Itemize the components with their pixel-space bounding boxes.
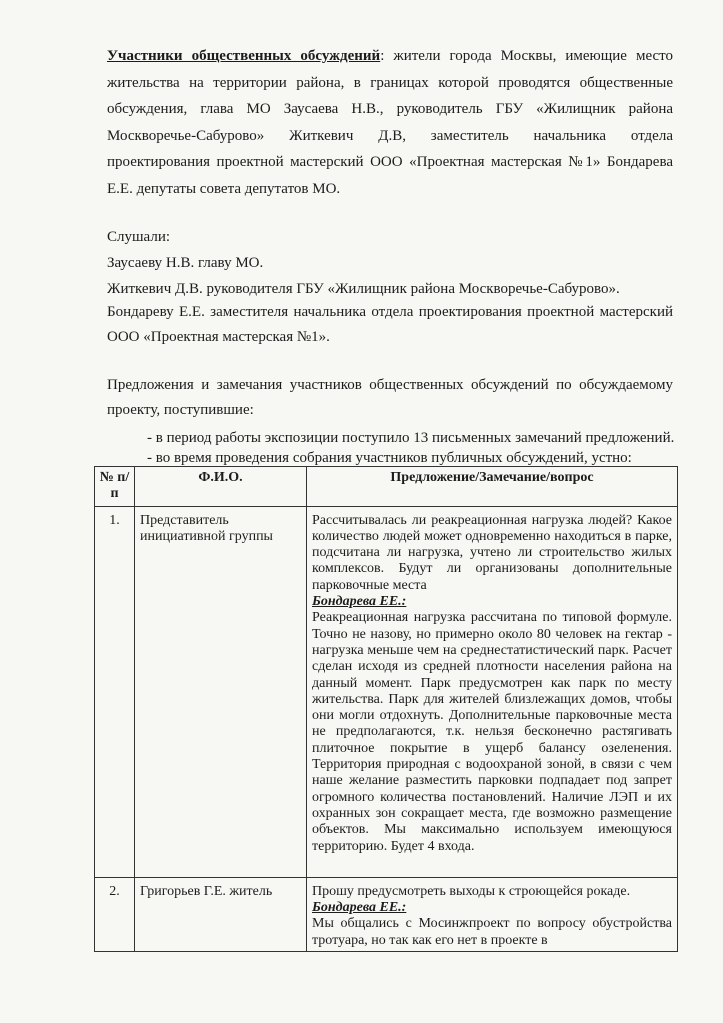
listened-item-1: Заусаеву Н.В. главу МО. <box>107 255 264 271</box>
row-proposal <box>307 877 678 951</box>
participants-text: : жители города Москвы, имеющие место жительства на территории района, в границах которой проводятся общественные обсуждения, глава МО Заусаева Н.В., руководитель ГБУ «Жилищник района Москворечье-Сабурово» Житкевич Д.В, заместитель начальника отдела проектирования проектной мастерский ООО «Проектная мастерская №1» Бондарева Е.Е. депутаты совета депутатов МО. <box>107 48 673 197</box>
row-name: Григорьев Г.Е. житель <box>135 877 307 951</box>
row-answer: Реакреационная нагрузка рассчитана по типовой формуле. Точно не назову, но примерно около 80 человек на гектар - нагрузка меньше чем на среднестатистический парк. Расчет сделан исходя из средней плотности населения района на данный момент. Парк предусмотрен как парк по месту жительства. Парк для жителей близлежащих домов, чтобы они могли отдохнуть. Дополнительные парковочные места не предполагаются, т.к. нельзя бесконечно растягивать плиточное покрытие в ущерб балансу озеленения. Территория природная с водоохраной зоной, в связи с чем наше желание разместить парковки подпадает под запрет огромного количества постановлений. Наличие ЛЭП и их охранных зон сокращает места, где возможно размещение объектов. Мы максимально используем имеющуюся территорию. Будет 4 входа. <box>312 610 672 854</box>
listened-item-3: Бондареву Е.Е. заместителя начальника отдела проектирования проектной мастерский ООО «Проектная мастерская №1». <box>107 304 673 345</box>
table-row <box>95 506 678 877</box>
row-num: 2. <box>95 877 135 951</box>
proposals-oral: - во время проведения собрания участников публичных обсуждений, устно: <box>147 450 632 466</box>
row-respondent: Бондарева ЕЕ.: <box>312 900 407 916</box>
comments-table <box>94 466 678 952</box>
row-proposal <box>307 506 678 877</box>
table-header-row <box>95 467 678 507</box>
participants-heading: Участники общественных обсуждений <box>107 48 381 64</box>
row-question: Прошу предусмотреть выходы к строющейся рокаде. <box>312 883 631 899</box>
row-name: Представитель инициативной группы <box>135 506 307 877</box>
row-answer: Мы общались с Мосинжпроект по вопросу обустройства тротуара, но так как его нет в проекте в <box>312 916 672 948</box>
row-respondent: Бондарева ЕЕ.: <box>312 594 407 610</box>
proposals-written: - в период работы экспозиции поступило 13 письменных замечаний предложений. <box>147 430 675 446</box>
header-name: Ф.И.О. <box>135 467 307 507</box>
header-num: № п/п <box>95 467 135 507</box>
listened-item-2: Житкевич Д.В. руководителя ГБУ «Жилищник района Москворечье-Сабурово». <box>107 281 620 297</box>
proposals-intro: Предложения и замечания участников общественных обсуждений по обсуждаемому проекту, поступившие: <box>107 377 673 418</box>
row-num: 1. <box>95 506 135 877</box>
participants-paragraph <box>107 43 673 203</box>
header-proposal: Предложение/Замечание/вопрос <box>307 467 678 507</box>
listened-title: Слушали: <box>107 229 171 245</box>
row-question: Рассчитывалась ли реакреационная нагрузка людей? Какое количество людей может одновременно находиться в парке, подсчитана ли нагрузка, учтено ли строительство жилых комплексов. Будут ли организованы дополнительные парковочные места <box>312 512 672 593</box>
table-row <box>95 877 678 951</box>
